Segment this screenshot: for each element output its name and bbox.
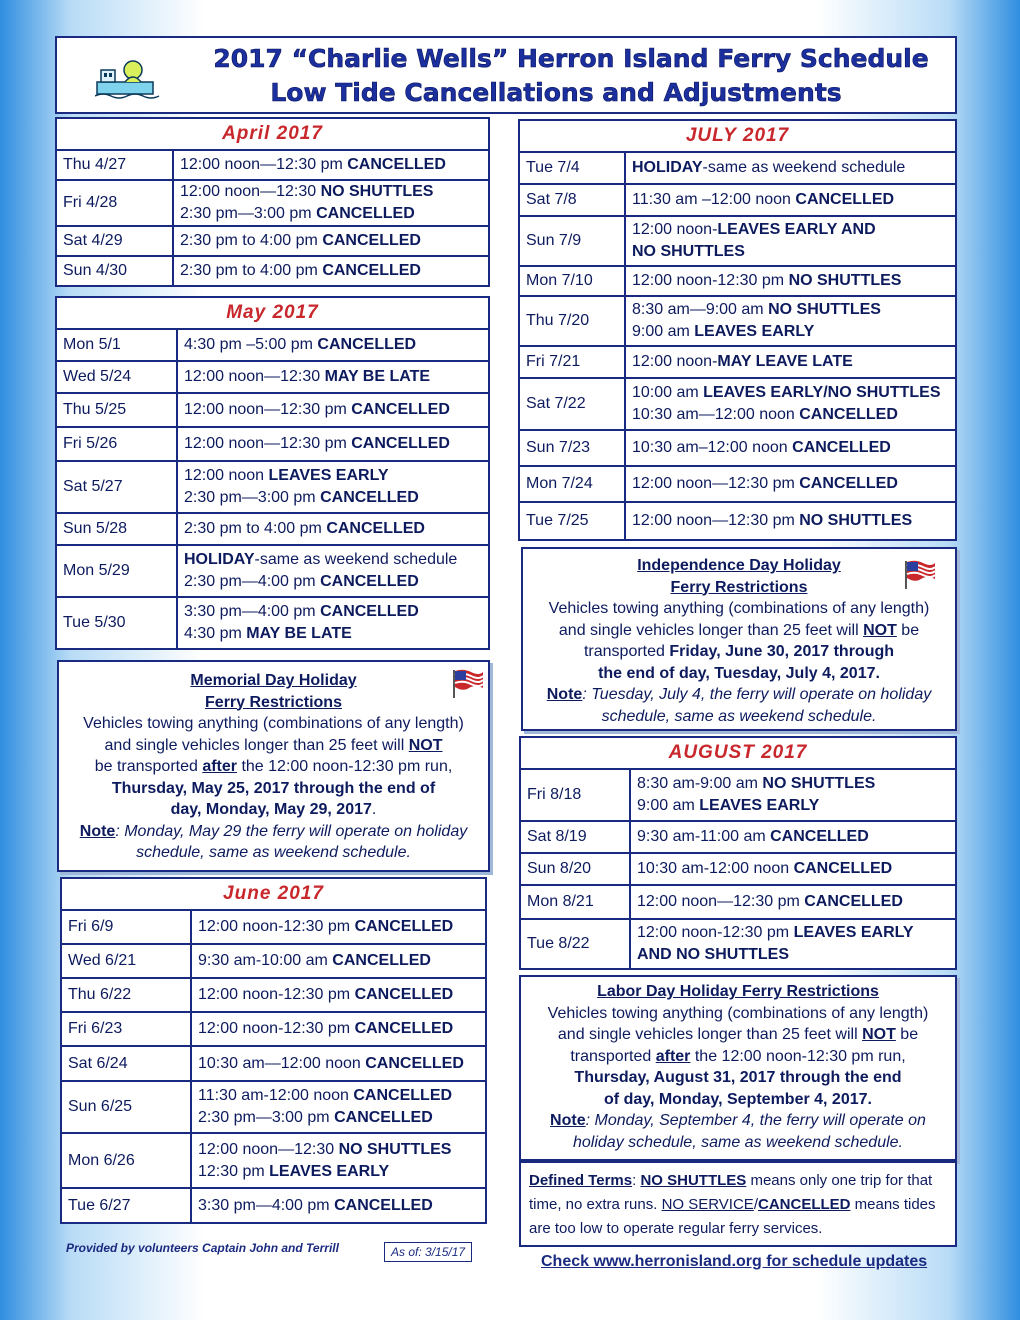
table-row <box>56 329 489 361</box>
day-cell: Sun 6/25 <box>61 1081 191 1133</box>
day-cell: Thu 7/20 <box>519 296 625 346</box>
schedule-cell: 12:00 noon—12:30 NO SHUTTLES 12:30 pm LEAVES EARLY <box>191 1133 486 1188</box>
schedule-cell: 12:00 noon—12:30 NO SHUTTLES 2:30 pm—3:00 pm CANCELLED <box>173 180 489 226</box>
day-cell: Mon 5/1 <box>56 329 177 361</box>
labor-line-3: transported after the 12:00 noon-12:30 pm run, <box>570 1047 906 1065</box>
independence-heading-1: Independence Day Holiday <box>637 557 841 574</box>
table-row <box>56 393 489 427</box>
independence-line-2: and single vehicles longer than 25 feet will NOT be <box>558 621 920 639</box>
independence-heading-2: Ferry Restrictions <box>670 578 808 596</box>
schedule-cell: 8:30 am-9:00 am NO SHUTTLES 9:00 am LEAVES EARLY <box>630 769 956 821</box>
memorial-line-4: Thursday, May 25, 2017 through the end of <box>111 779 436 797</box>
schedule-cell: 10:30 am–12:00 noon CANCELLED <box>625 430 956 466</box>
table-row <box>56 256 489 286</box>
memorial-line-3: be transported after the 12:00 noon-12:30 pm run, <box>94 758 453 775</box>
day-cell: Sat 7/8 <box>519 184 625 216</box>
schedule-cell: 12:00 noon—12:30 pm CANCELLED <box>630 885 956 919</box>
labor-heading: Labor Day Holiday Ferry Restrictions <box>597 983 879 1000</box>
day-cell: Tue 7/25 <box>519 502 625 540</box>
labor-line-4: Thursday, August 31, 2017 through the end <box>574 1069 902 1086</box>
july-title: JULY 2017 <box>519 120 956 152</box>
day-cell: Mon 7/24 <box>519 466 625 502</box>
day-cell: Wed 6/21 <box>61 944 191 978</box>
schedule-cell: 12:00 noon—12:30 pm CANCELLED <box>173 150 489 180</box>
table-row <box>519 152 956 184</box>
independence-day-box <box>521 547 957 731</box>
day-cell: Tue 8/22 <box>520 919 630 969</box>
april-title: April 2017 <box>56 118 489 150</box>
memorial-heading-1: Memorial Day Holiday <box>190 672 357 689</box>
schedule-cell: 12:00 noon LEAVES EARLY 2:30 pm—3:00 pm CANCELLED <box>177 461 489 513</box>
schedule-cell: 4:30 pm –5:00 pm CANCELLED <box>177 329 489 361</box>
page-subtitle: Low Tide Cancellations and Adjustments <box>270 78 842 107</box>
defined-terms: Defined Terms: NO SHUTTLES means only one trip for that time, no extra runs. NO SERVICE/CANCELLED means tides are too low to operate regular ferry services. <box>519 1161 957 1247</box>
labor-line-2: and single vehicles longer than 25 feet will NOT be <box>557 1026 919 1043</box>
day-cell: Mon 5/29 <box>56 545 177 597</box>
memorial-day-box <box>57 660 490 872</box>
day-cell: Sat 7/22 <box>519 378 625 430</box>
ferry-logo-icon <box>95 58 161 100</box>
schedule-cell: 12:00 noon—12:30 pm CANCELLED <box>177 427 489 461</box>
schedule-cell: 9:30 am-11:00 am CANCELLED <box>630 821 956 853</box>
table-row <box>56 361 489 393</box>
day-cell: Fri 8/18 <box>520 769 630 821</box>
independence-note-2: schedule, same as weekend schedule. <box>601 707 877 725</box>
table-row <box>61 1133 486 1188</box>
memorial-line-5: day, Monday, May 29, 2017. <box>170 801 377 818</box>
day-cell: Sun 8/20 <box>520 853 630 885</box>
as-of-date: As of: 3/15/17 <box>384 1242 472 1262</box>
schedule-cell: 11:30 am-12:00 noon CANCELLED 2:30 pm—3:00 pm CANCELLED <box>191 1081 486 1133</box>
schedule-cell: 2:30 pm to 4:00 pm CANCELLED <box>173 256 489 286</box>
memorial-note-2: schedule, same as weekend schedule. <box>136 844 411 861</box>
table-row <box>61 1081 486 1133</box>
table-row <box>520 853 956 885</box>
table-row <box>520 885 956 919</box>
day-cell: Fri 6/9 <box>61 910 191 944</box>
june-table <box>60 877 487 1224</box>
schedule-cell: 2:30 pm to 4:00 pm CANCELLED <box>173 226 489 256</box>
schedule-cell: 12:00 noon-12:30 pm CANCELLED <box>191 978 486 1012</box>
schedule-cell: 12:00 noon-12:30 pm NO SHUTTLES <box>625 266 956 296</box>
august-table <box>519 736 957 970</box>
schedule-cell: 12:00 noon—12:30 MAY BE LATE <box>177 361 489 393</box>
table-row <box>519 502 956 540</box>
memorial-line-1: Vehicles towing anything (combinations of any length) <box>83 715 464 732</box>
table-row <box>56 427 489 461</box>
april-table <box>55 117 490 287</box>
memorial-note: Note: Monday, May 29 the ferry will operate on holiday <box>79 822 468 840</box>
day-cell: Mon 6/26 <box>61 1133 191 1188</box>
day-cell: Sat 5/27 <box>56 461 177 513</box>
may-table <box>55 296 490 650</box>
defined-label: Defined Terms <box>529 1172 633 1189</box>
day-cell: Thu 5/25 <box>56 393 177 427</box>
may-title: May 2017 <box>56 297 489 329</box>
labor-note-2: holiday schedule, same as weekend schedule. <box>573 1133 903 1151</box>
table-row <box>56 513 489 545</box>
day-cell: Fri 7/21 <box>519 346 625 378</box>
schedule-cell: 12:00 noon-LEAVES EARLY AND NO SHUTTLES <box>625 216 956 266</box>
schedule-cell: 12:00 noon-12:30 pm LEAVES EARLY AND NO SHUTTLES <box>630 919 956 969</box>
day-cell: Sun 4/30 <box>56 256 173 286</box>
independence-line-1: Vehicles towing anything (combinations of any length) <box>548 600 930 617</box>
memorial-heading-2: Ferry Restrictions <box>205 693 342 711</box>
day-cell: Sun 5/28 <box>56 513 177 545</box>
website-link[interactable]: Check www.herronisland.org for schedule updates <box>541 1253 928 1270</box>
schedule-cell: 12:00 noon—12:30 pm CANCELLED <box>625 466 956 502</box>
table-row <box>519 430 956 466</box>
memorial-line-2: and single vehicles longer than 25 feet will NOT <box>104 736 443 754</box>
page-title: 2017 “Charlie Wells” Herron Island Ferry Schedule <box>213 44 929 73</box>
independence-note: Note: Tuesday, July 4, the ferry will operate on holiday <box>546 686 932 703</box>
schedule-cell: 12:00 noon—12:30 pm NO SHUTTLES <box>625 502 956 540</box>
june-title: June 2017 <box>61 878 486 910</box>
labor-line-5: of day, Monday, September 4, 2017. <box>604 1090 872 1108</box>
day-cell: Tue 6/27 <box>61 1188 191 1223</box>
schedule-cell: 12:00 noon-12:30 pm CANCELLED <box>191 1012 486 1046</box>
day-cell: Thu 4/27 <box>56 150 173 180</box>
day-cell: Sun 7/9 <box>519 216 625 266</box>
schedule-cell: 11:30 am –12:00 noon CANCELLED <box>625 184 956 216</box>
day-cell: Fri 6/23 <box>61 1012 191 1046</box>
table-row <box>519 296 956 346</box>
us-flag-icon <box>451 668 485 698</box>
schedule-cell: 3:30 pm—4:00 pm CANCELLED <box>191 1188 486 1223</box>
schedule-cell: 12:00 noon—12:30 pm CANCELLED <box>177 393 489 427</box>
table-row <box>56 226 489 256</box>
us-flag-icon <box>903 559 937 589</box>
table-row <box>61 944 486 978</box>
day-cell: Sat 4/29 <box>56 226 173 256</box>
schedule-cell: 3:30 pm—4:00 pm CANCELLED 4:30 pm MAY BE LATE <box>177 597 489 649</box>
table-row <box>519 466 956 502</box>
table-row <box>519 266 956 296</box>
day-cell: Sat 8/19 <box>520 821 630 853</box>
labor-day-box <box>519 975 957 1161</box>
table-row <box>61 1188 486 1223</box>
schedule-cell: 12:00 noon-12:30 pm CANCELLED <box>191 910 486 944</box>
day-cell: Sat 6/24 <box>61 1046 191 1081</box>
day-cell: Fri 4/28 <box>56 180 173 226</box>
table-row <box>520 821 956 853</box>
schedule-cell: 10:30 am-12:00 noon CANCELLED <box>630 853 956 885</box>
july-table <box>518 119 957 541</box>
table-row <box>56 597 489 649</box>
schedule-cell: 8:30 am—9:00 am NO SHUTTLES 9:00 am LEAVES EARLY <box>625 296 956 346</box>
day-cell: Tue 7/4 <box>519 152 625 184</box>
independence-line-3: transported Friday, June 30, 2017 through <box>583 643 895 660</box>
day-cell: Thu 6/22 <box>61 978 191 1012</box>
schedule-cell: HOLIDAY-same as weekend schedule <box>625 152 956 184</box>
header-banner <box>55 36 957 114</box>
day-cell: Fri 5/26 <box>56 427 177 461</box>
day-cell: Wed 5/24 <box>56 361 177 393</box>
table-row <box>61 1012 486 1046</box>
table-row <box>56 545 489 597</box>
day-cell: Tue 5/30 <box>56 597 177 649</box>
table-row <box>519 378 956 430</box>
table-row <box>519 184 956 216</box>
day-cell: Mon 7/10 <box>519 266 625 296</box>
table-row <box>520 919 956 969</box>
august-title: AUGUST 2017 <box>520 737 956 769</box>
table-row <box>61 1046 486 1081</box>
day-cell: Mon 8/21 <box>520 885 630 919</box>
table-row <box>61 978 486 1012</box>
provided-by: Provided by volunteers Captain John and Terrill <box>66 1241 339 1255</box>
schedule-cell: 2:30 pm to 4:00 pm CANCELLED <box>177 513 489 545</box>
table-row <box>56 461 489 513</box>
table-row <box>56 180 489 226</box>
schedule-cell: HOLIDAY-same as weekend schedule 2:30 pm—4:00 pm CANCELLED <box>177 545 489 597</box>
schedule-cell: 9:30 am-10:00 am CANCELLED <box>191 944 486 978</box>
schedule-cell: 12:00 noon-MAY LEAVE LATE <box>625 346 956 378</box>
table-row <box>56 150 489 180</box>
table-row <box>519 346 956 378</box>
table-row <box>520 769 956 821</box>
table-row <box>519 216 956 266</box>
labor-line-1: Vehicles towing anything (combinations of any length) <box>547 1004 929 1022</box>
day-cell: Sun 7/23 <box>519 430 625 466</box>
independence-line-4: the end of day, Tuesday, July 4, 2017. <box>598 664 880 682</box>
schedule-cell: 10:00 am LEAVES EARLY/NO SHUTTLES 10:30 am—12:00 noon CANCELLED <box>625 378 956 430</box>
table-row <box>61 910 486 944</box>
schedule-cell: 10:30 am—12:00 noon CANCELLED <box>191 1046 486 1081</box>
labor-note: Note: Monday, September 4, the ferry will operate on <box>550 1112 926 1129</box>
